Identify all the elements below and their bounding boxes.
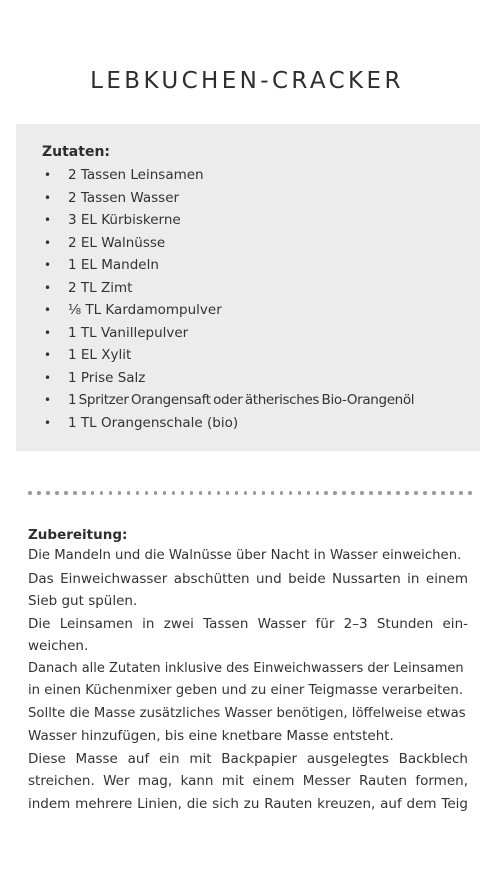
ingredient-text: ⅛ TL Kardamompulver xyxy=(68,302,222,318)
ingredient-text: 1 Prise Salz xyxy=(68,369,146,386)
ingredient-text: 1 EL Xylit xyxy=(68,347,132,363)
preparation-line: Das Einweichwasser abschütten und beide Nussarten in einem xyxy=(28,570,468,587)
bullet-icon: • xyxy=(44,190,52,205)
preparation-heading: Zubereitung: xyxy=(28,527,128,543)
bullet-icon: • xyxy=(44,235,52,250)
ingredient-text: 2 Tassen Leinsamen xyxy=(68,167,204,183)
ingredient-item xyxy=(16,389,480,412)
preparation-text xyxy=(28,545,468,815)
preparation-line: Sollte die Masse zusätzliches Wasser benötigen, löffelweise etwas xyxy=(28,705,466,721)
ingredient-item xyxy=(16,209,480,232)
ingredient-item xyxy=(16,164,480,187)
preparation-line: Danach alle Zutaten inklusive des Einweichwassers der Leinsamen xyxy=(28,660,464,676)
bullet-icon: • xyxy=(44,370,52,385)
preparation-line: Sieb gut spülen. xyxy=(28,593,138,609)
ingredient-text: 2 TL Zimt xyxy=(68,279,133,296)
bullet-icon: • xyxy=(44,258,52,272)
ingredient-text: 2 EL Walnüsse xyxy=(68,234,166,251)
ingredient-item xyxy=(16,187,480,210)
ingredient-item xyxy=(16,412,480,435)
bullet-icon: • xyxy=(44,168,52,182)
bullet-icon: • xyxy=(44,348,52,362)
preparation-line: in einen Küchenmixer geben und zu einer Teigmasse verarbeiten. xyxy=(28,683,464,698)
ingredient-item xyxy=(16,299,480,322)
ingredients-panel xyxy=(16,124,480,451)
ingredients-heading: Zutaten: xyxy=(42,144,111,160)
preparation-line: indem mehrere Linien, die sich zu Rauten kreuzen, auf dem Teig xyxy=(28,795,468,812)
ingredient-item xyxy=(16,367,480,390)
preparation-line: Die Mandeln und die Walnüsse über Nacht in Wasser einweichen. xyxy=(28,548,462,563)
ingredient-text: 1 TL Orangenschale (bio) xyxy=(68,414,239,431)
bullet-icon: • xyxy=(44,303,52,317)
ingredient-item xyxy=(16,344,480,367)
dotted-divider xyxy=(28,489,472,497)
preparation-line: streichen. Wer mag, kann mit einem Messer Rauten formen, xyxy=(28,773,468,789)
ingredient-text: 1 Spritzer Orangensaft oder ätherisches Bio-Orangenöl xyxy=(68,392,415,408)
ingredient-text: 3 EL Kürbiskerne xyxy=(68,212,181,228)
bullet-icon: • xyxy=(44,325,52,340)
bullet-icon: • xyxy=(44,280,52,295)
ingredient-text: 2 Tassen Wasser xyxy=(68,189,180,206)
ingredient-item xyxy=(16,232,480,255)
preparation-line: Wasser hinzufügen, bis eine knetbare Masse entsteht. xyxy=(28,728,394,744)
ingredient-item xyxy=(16,277,480,300)
ingredient-text: 1 EL Mandeln xyxy=(68,257,159,273)
bullet-icon: • xyxy=(44,213,52,227)
ingredient-item xyxy=(16,322,480,345)
ingredient-item xyxy=(16,254,480,277)
bullet-icon: • xyxy=(44,393,52,407)
bullet-icon: • xyxy=(44,415,52,430)
ingredient-text: 1 TL Vanillepulver xyxy=(68,324,189,341)
preparation-line: weichen. xyxy=(28,638,89,654)
preparation-line: Diese Masse auf ein mit Backpapier ausgelegtes Backblech xyxy=(28,750,468,767)
ingredient-list xyxy=(16,164,480,434)
preparation-line: Die Leinsamen in zwei Tassen Wasser für 2–3 Stunden ein- xyxy=(28,615,468,632)
recipe-title: LEBKUCHEN-CRACKER xyxy=(90,68,404,94)
